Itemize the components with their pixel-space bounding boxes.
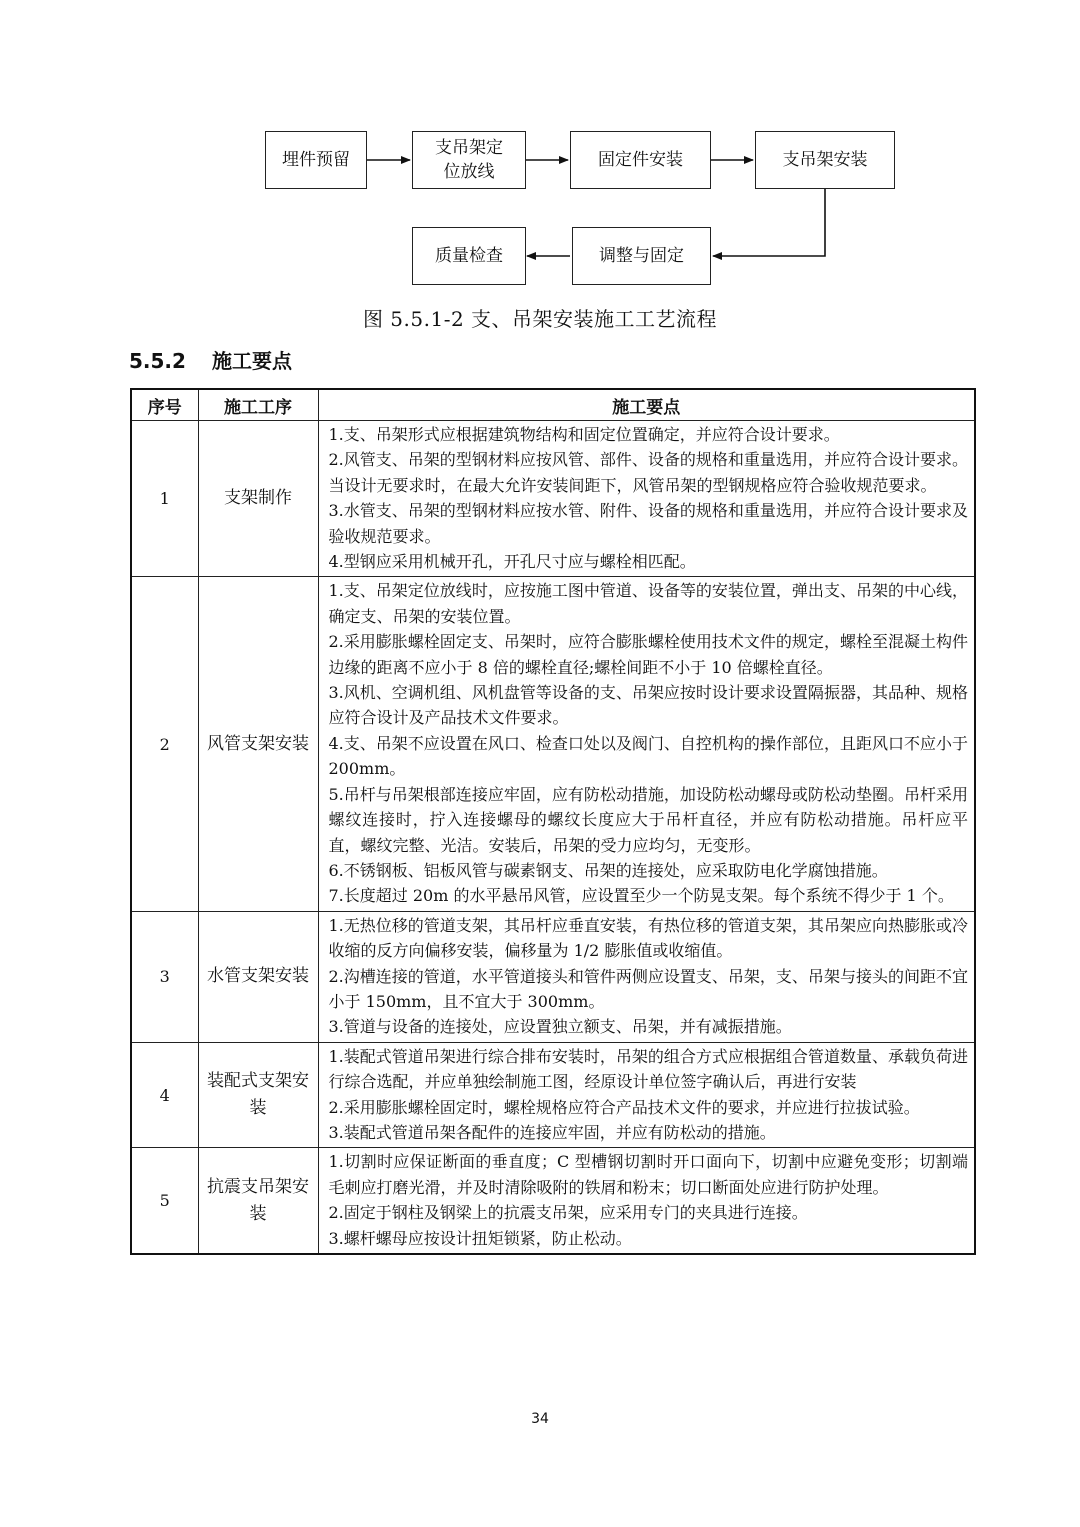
point-item: 2.沟槽连接的管道，水平管道接头和管件两侧应设置支、吊架，支、吊架与接头的间距不宜小于 150mm，且不宜大于 300mm。: [328, 966, 968, 1011]
flow-step-label: 固定件安装: [598, 150, 683, 170]
row-process: 风管支架安装: [198, 577, 318, 911]
point-item: 5.吊杆与吊架根部连接应牢固，应有防松动措施，加设防松动螺母或防松动垫圈。吊杆采用螺纹连接时，拧入连接螺母的螺纹长度应大于吊杆直径，并应有防松动措施。吊杆应平直，螺纹完整、光洁。安装后，吊架的受力应均匀，无变形。: [328, 784, 968, 855]
point-item: 3.螺杆螺母应按设计扭矩锁紧，防止松动。: [328, 1228, 632, 1248]
point-item: 1.支、吊架定位放线时，应按施工图中管道、设备等的安装位置，弹出支、吊架的中心线，确定支、吊架的安装位置。: [328, 581, 968, 626]
row-process: 支架制作: [198, 421, 318, 577]
row-number: 2: [131, 577, 198, 911]
flow-step-fixing-install: [570, 131, 711, 189]
table-row: [131, 911, 975, 1042]
figure-caption: 图 5.5.1-2 支、吊架安装施工工艺流程: [362, 307, 718, 331]
point-item: 1.无热位移的管道支架，其吊杆应垂直安装，有热位移的管道支架，其吊架应向热膨胀或冷收缩的反方向偏移安装，偏移量为 1/2 膨胀值或收缩值。: [328, 915, 968, 961]
section-number: 5.5.2: [129, 349, 186, 373]
table-row: [131, 421, 975, 577]
point-item: 3.水管支、吊架的型钢材料应按水管、附件、设备的规格和重量选用，并应符合设计要求及验收规范要求。: [328, 501, 968, 546]
table-header-row: [131, 389, 975, 421]
flow-step-support-install: [755, 131, 895, 189]
flowchart-connectors: [0, 0, 1080, 300]
construction-points-table: [130, 388, 976, 1255]
point-item: 1.切割时应保证断面的垂直度；C 型槽钢切割时开口面向下，切割中应避免变形；切割端毛刺应打磨光滑，并及时清除吸附的铁屑和粉末；切口断面处应进行防护处理。: [328, 1152, 968, 1197]
row-number: 4: [131, 1042, 198, 1148]
row-points: [318, 1148, 975, 1254]
point-item: 3.装配式管道吊架各配件的连接应牢固，并应有防松动的措施。: [328, 1122, 776, 1142]
section-heading: [129, 345, 292, 374]
point-item: 6.不锈钢板、铝板风管与碳素钢支、吊架的连接处，应采取防电化学腐蚀措施。: [328, 860, 888, 880]
row-points: [318, 421, 975, 577]
section-title: 施工要点: [211, 349, 292, 373]
flow-step-embed: [265, 131, 367, 189]
point-item: 2.风管支、吊架的型钢材料应按风管、部件、设备的规格和重量选用，并应符合设计要求。当设计无要求时，在最大允许安装间距下，风管吊架的型钢规格应符合验收规范要求。: [328, 450, 968, 495]
point-item: 4.型钢应采用机械开孔，开孔尺寸应与螺栓相匹配。: [328, 552, 696, 572]
row-process: 装配式支架安装: [198, 1042, 318, 1148]
row-number: 5: [131, 1148, 198, 1254]
row-points: [318, 911, 975, 1042]
flow-step-positioning: [412, 131, 526, 189]
flow-step-label: 质量检查: [435, 246, 503, 266]
point-item: 1.装配式管道吊架进行综合排布安装时，吊架的组合方式应根据组合管道数量、承载负荷进行综合选配，并应单独绘制施工图，经原设计单位签字确认后，再进行安装: [328, 1046, 968, 1092]
header-process: 施工工序: [198, 389, 318, 421]
flow-step-label: 调整与固定: [599, 246, 684, 266]
flow-step-adjust-fix: [572, 227, 711, 285]
table-row: [131, 1042, 975, 1148]
header-seq: 序号: [131, 389, 198, 421]
arrow-4-to-5: [713, 189, 825, 256]
page-number: 34: [531, 1411, 549, 1427]
point-item: 1.支、吊架形式应根据建筑物结构和固定位置确定，并应符合设计要求。: [328, 425, 840, 444]
row-process: 抗震支吊架安装: [198, 1148, 318, 1254]
point-item: 2.采用膨胀螺栓固定支、吊架时，应符合膨胀螺栓使用技术文件的规定，螺栓至混凝土构件边缘的距离不应小于 8 倍的螺栓直径;螺栓间距不小于 10 倍螺栓直径。: [328, 632, 968, 677]
point-item: 7.长度超过 20m 的水平悬吊风管，应设置至少一个防晃支架。每个系统不得少于 1 个。: [328, 886, 954, 906]
flow-step-label: 埋件预留: [282, 150, 350, 170]
header-points: 施工要点: [318, 389, 975, 421]
flow-step-label: 支吊架定位放线: [435, 138, 503, 182]
point-item: 4.支、吊架不应设置在风口、检查口处以及阀门、自控机构的操作部位，且距风口不应小于 200mm。: [328, 733, 968, 779]
flow-step-label: 支吊架安装: [782, 150, 868, 170]
point-item: 2.固定于钢柱及钢梁上的抗震支吊架，应采用专门的夹具进行连接。: [328, 1203, 808, 1223]
point-item: 2.采用膨胀螺栓固定时，螺栓规格应符合产品技术文件的要求，并应进行拉拔试验。: [328, 1097, 920, 1117]
point-item: 3.管道与设备的连接处，应设置独立额支、吊架，并有减振措施。: [328, 1017, 792, 1037]
row-process: 水管支架安装: [198, 911, 318, 1042]
point-item: 3.风机、空调机组、风机盘管等设备的支、吊架应按时设计要求设置隔振器，其品种、规格应符合设计及产品技术文件要求。: [328, 683, 968, 728]
process-flowchart: [0, 0, 1080, 300]
row-points: [318, 577, 975, 911]
flow-step-quality-check: [412, 227, 526, 285]
table-row: [131, 577, 975, 911]
row-points: [318, 1042, 975, 1148]
row-number: 3: [131, 911, 198, 1042]
row-number: 1: [131, 421, 198, 577]
table-row: [131, 1148, 975, 1254]
